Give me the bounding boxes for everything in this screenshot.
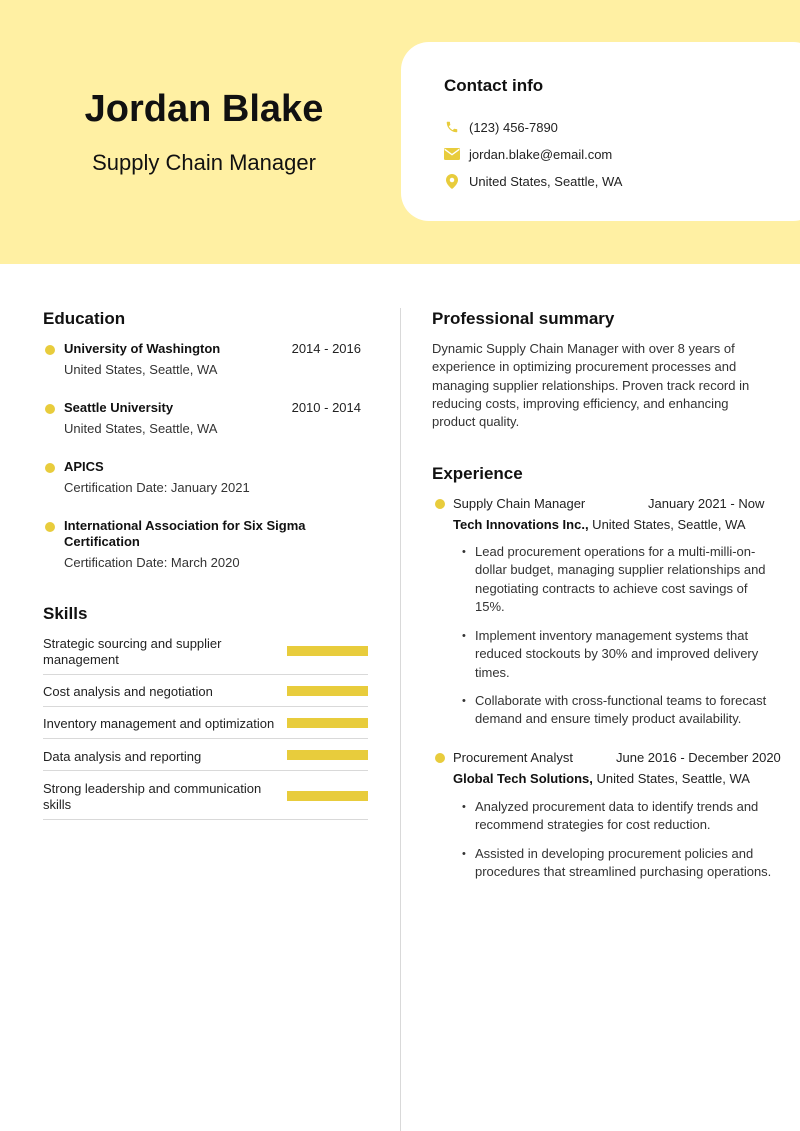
experience-company-line [453, 771, 750, 786]
skill-level-bar [287, 750, 368, 760]
contact-email-row [444, 145, 612, 163]
education-item [43, 400, 373, 440]
education-school: Seattle University [64, 400, 174, 415]
skill-row [43, 739, 368, 771]
bullet-dot [45, 463, 55, 473]
contact-phone-row [444, 118, 558, 136]
experience-company-line [453, 517, 746, 532]
skills-heading: Skills [43, 604, 88, 623]
education-dates: 2014 - 2016 [291, 341, 361, 356]
skill-label: Strong leadership and communication skills [43, 781, 262, 812]
skill-row [43, 675, 368, 707]
experience-bullet: • Lead procurement operations for a multi-milli-on-dollar budget, managing supplier relationships and negotiating contracts to achieve cost savings of 15%. [462, 543, 772, 616]
experience-company: Tech Innovations Inc., [453, 517, 589, 532]
experience-heading: Experience [432, 464, 523, 483]
bullet-dot [435, 753, 445, 763]
contact-email[interactable]: jordan.blake@email.com [469, 146, 613, 162]
contact-location: United States, Seattle, WA [469, 173, 623, 189]
contact-heading: Contact info [444, 76, 544, 95]
skill-label: Data analysis and reporting [43, 749, 202, 764]
experience-role: Procurement Analyst [453, 750, 573, 765]
skill-row [43, 636, 368, 675]
experience-dates: June 2016 - December 2020 [616, 750, 781, 765]
summary-text: Dynamic Supply Chain Manager with over 8 years of experience in optimizing procurement processes and managing supplier relationships. Proven track record in reducing costs, improving efficiency, and enhancing product quality. [432, 341, 750, 430]
education-school: University of Washington [64, 341, 221, 356]
summary-heading: Professional summary [432, 309, 615, 328]
candidate-title: Supply Chain Manager [92, 150, 316, 175]
education-item [43, 459, 373, 499]
education-item [43, 341, 373, 381]
education-school: APICS [64, 459, 104, 474]
skill-label: Inventory management and optimization [43, 716, 275, 731]
education-item [43, 518, 373, 574]
experience-location: United States, Seattle, WA [588, 517, 746, 532]
contact-phone[interactable]: (123) 456-7890 [469, 119, 558, 135]
education-detail: Certification Date: January 2021 [64, 480, 250, 495]
bullet-dot [45, 345, 55, 355]
skill-row [43, 771, 368, 820]
experience-location: United States, Seattle, WA [592, 771, 750, 786]
contact-card [401, 42, 800, 221]
experience-bullet: • Implement inventory management systems that reduced stockouts by 30% and improved delivery times. [462, 627, 772, 682]
skill-label: Cost analysis and negotiation [43, 684, 213, 699]
skill-row [43, 707, 368, 739]
skill-level-bar [287, 718, 368, 728]
skill-level-bar [287, 686, 368, 696]
experience-role: Supply Chain Manager [453, 496, 586, 511]
experience-bullet: • Assisted in developing procurement policies and procedures that streamlined purchasing operations. [462, 845, 772, 882]
bullet-dot [45, 404, 55, 414]
experience-dates: January 2021 - Now [648, 496, 765, 511]
experience-company: Global Tech Solutions, [453, 771, 593, 786]
contact-location-row [444, 172, 622, 190]
skill-level-bar [287, 646, 368, 656]
experience-bullet: • Collaborate with cross-functional teams to forecast demand and ensure timely product availability. [462, 692, 772, 729]
column-divider [400, 308, 401, 1131]
email-icon [444, 146, 460, 162]
location-pin-icon [444, 173, 460, 189]
phone-icon [444, 119, 460, 135]
education-detail: United States, Seattle, WA [64, 362, 218, 377]
bullet-dot [435, 499, 445, 509]
experience-bullet: • Analyzed procurement data to identify trends and recommend strategies for cost reduction. [462, 798, 772, 835]
education-detail: United States, Seattle, WA [64, 421, 218, 436]
education-detail: Certification Date: March 2020 [64, 555, 240, 570]
skill-level-bar [287, 791, 368, 801]
skill-label: Strategic sourcing and supplier management [43, 636, 222, 667]
bullet-dot [45, 522, 55, 532]
education-dates: 2010 - 2014 [291, 400, 361, 415]
education-school: International Association for Six Sigma Certification [64, 518, 306, 549]
candidate-name: Jordan Blake [84, 88, 324, 130]
education-heading: Education [43, 309, 126, 328]
